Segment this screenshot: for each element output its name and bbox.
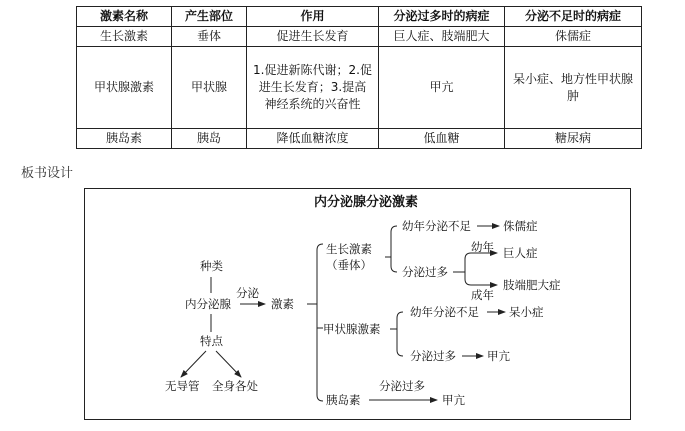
table-cell: 呆小症、地方性甲状腺肿 (505, 47, 642, 129)
ins-excess: 分泌过多 (379, 379, 425, 393)
table-cell: 降低血糖浓度 (247, 129, 379, 149)
arrow-no-duct (181, 351, 206, 377)
header-origin: 产生部位 (172, 7, 247, 27)
gh-adult: 成年 (471, 288, 494, 302)
diagram-title: 内分泌腺分泌激素 (314, 195, 419, 210)
gh-excess: 分泌过多 (402, 265, 448, 279)
table-cell: 巨人症、肢端肥大 (379, 27, 505, 47)
section-label: 板书设计 (21, 166, 74, 181)
header-hormone-name: 激素名称 (77, 7, 172, 27)
hormone-table (76, 6, 642, 149)
kind-label: 种类 (200, 259, 223, 273)
hormone-label: 激素 (271, 297, 294, 311)
everywhere-label: 全身各处 (212, 379, 258, 393)
th-cretin: 呆小症 (509, 305, 544, 319)
table-cell: 侏儒症 (505, 27, 642, 47)
table-cell: 甲状腺 (172, 47, 247, 129)
table-cell: 胰岛 (172, 129, 247, 149)
no-duct-label: 无导管 (165, 379, 200, 393)
th-name: 甲状腺激素 (323, 322, 381, 336)
gh-name: 生长激素 (326, 242, 372, 256)
ins-name: 胰岛素 (326, 393, 361, 407)
gh-child-lack: 幼年分泌不足 (402, 219, 471, 233)
gland-label: 内分泌腺 (185, 297, 231, 311)
gh-brace (391, 226, 397, 272)
th-brace (397, 312, 403, 356)
header-deficiency-disease: 分泌不足时的病症 (505, 7, 642, 27)
gh-sub-brace (465, 253, 471, 285)
gh-organ: （垂体） (326, 258, 372, 272)
table-cell: 促进生长发育 (247, 27, 379, 47)
table-cell: 低血糖 (379, 129, 505, 149)
blackboard-diagram (84, 188, 631, 420)
gh-dwarf: 侏儒症 (503, 219, 538, 233)
table-row (77, 47, 642, 129)
table-cell: 糖尿病 (505, 129, 642, 149)
table-cell: 1.促进新陈代谢；2.促进生长发育；3.提高神经系统的兴奋性 (247, 47, 379, 129)
table-cell: 垂体 (172, 27, 247, 47)
table-row (77, 27, 642, 47)
feature-label: 特点 (200, 334, 223, 348)
table-header-row (77, 7, 642, 27)
table-cell: 胰岛素 (77, 129, 172, 149)
table-cell: 生长激素 (77, 27, 172, 47)
gh-child: 幼年 (471, 240, 494, 254)
table-cell: 甲亢 (379, 47, 505, 129)
secrete-label: 分泌 (236, 286, 259, 300)
header-excess-disease: 分泌过多时的病症 (379, 7, 505, 27)
gh-giant: 巨人症 (503, 246, 538, 260)
th-excess: 分泌过多 (410, 349, 456, 363)
th-child-lack: 幼年分泌不足 (410, 305, 479, 319)
concept-map (85, 189, 632, 421)
header-function: 作用 (247, 7, 379, 27)
th-hyper: 甲亢 (487, 349, 510, 363)
ins-result: 甲亢 (442, 393, 465, 407)
table-cell: 甲状腺激素 (77, 47, 172, 129)
gh-acro: 肢端肥大症 (503, 278, 561, 292)
table-row (77, 129, 642, 149)
arrow-everywhere (216, 351, 241, 377)
